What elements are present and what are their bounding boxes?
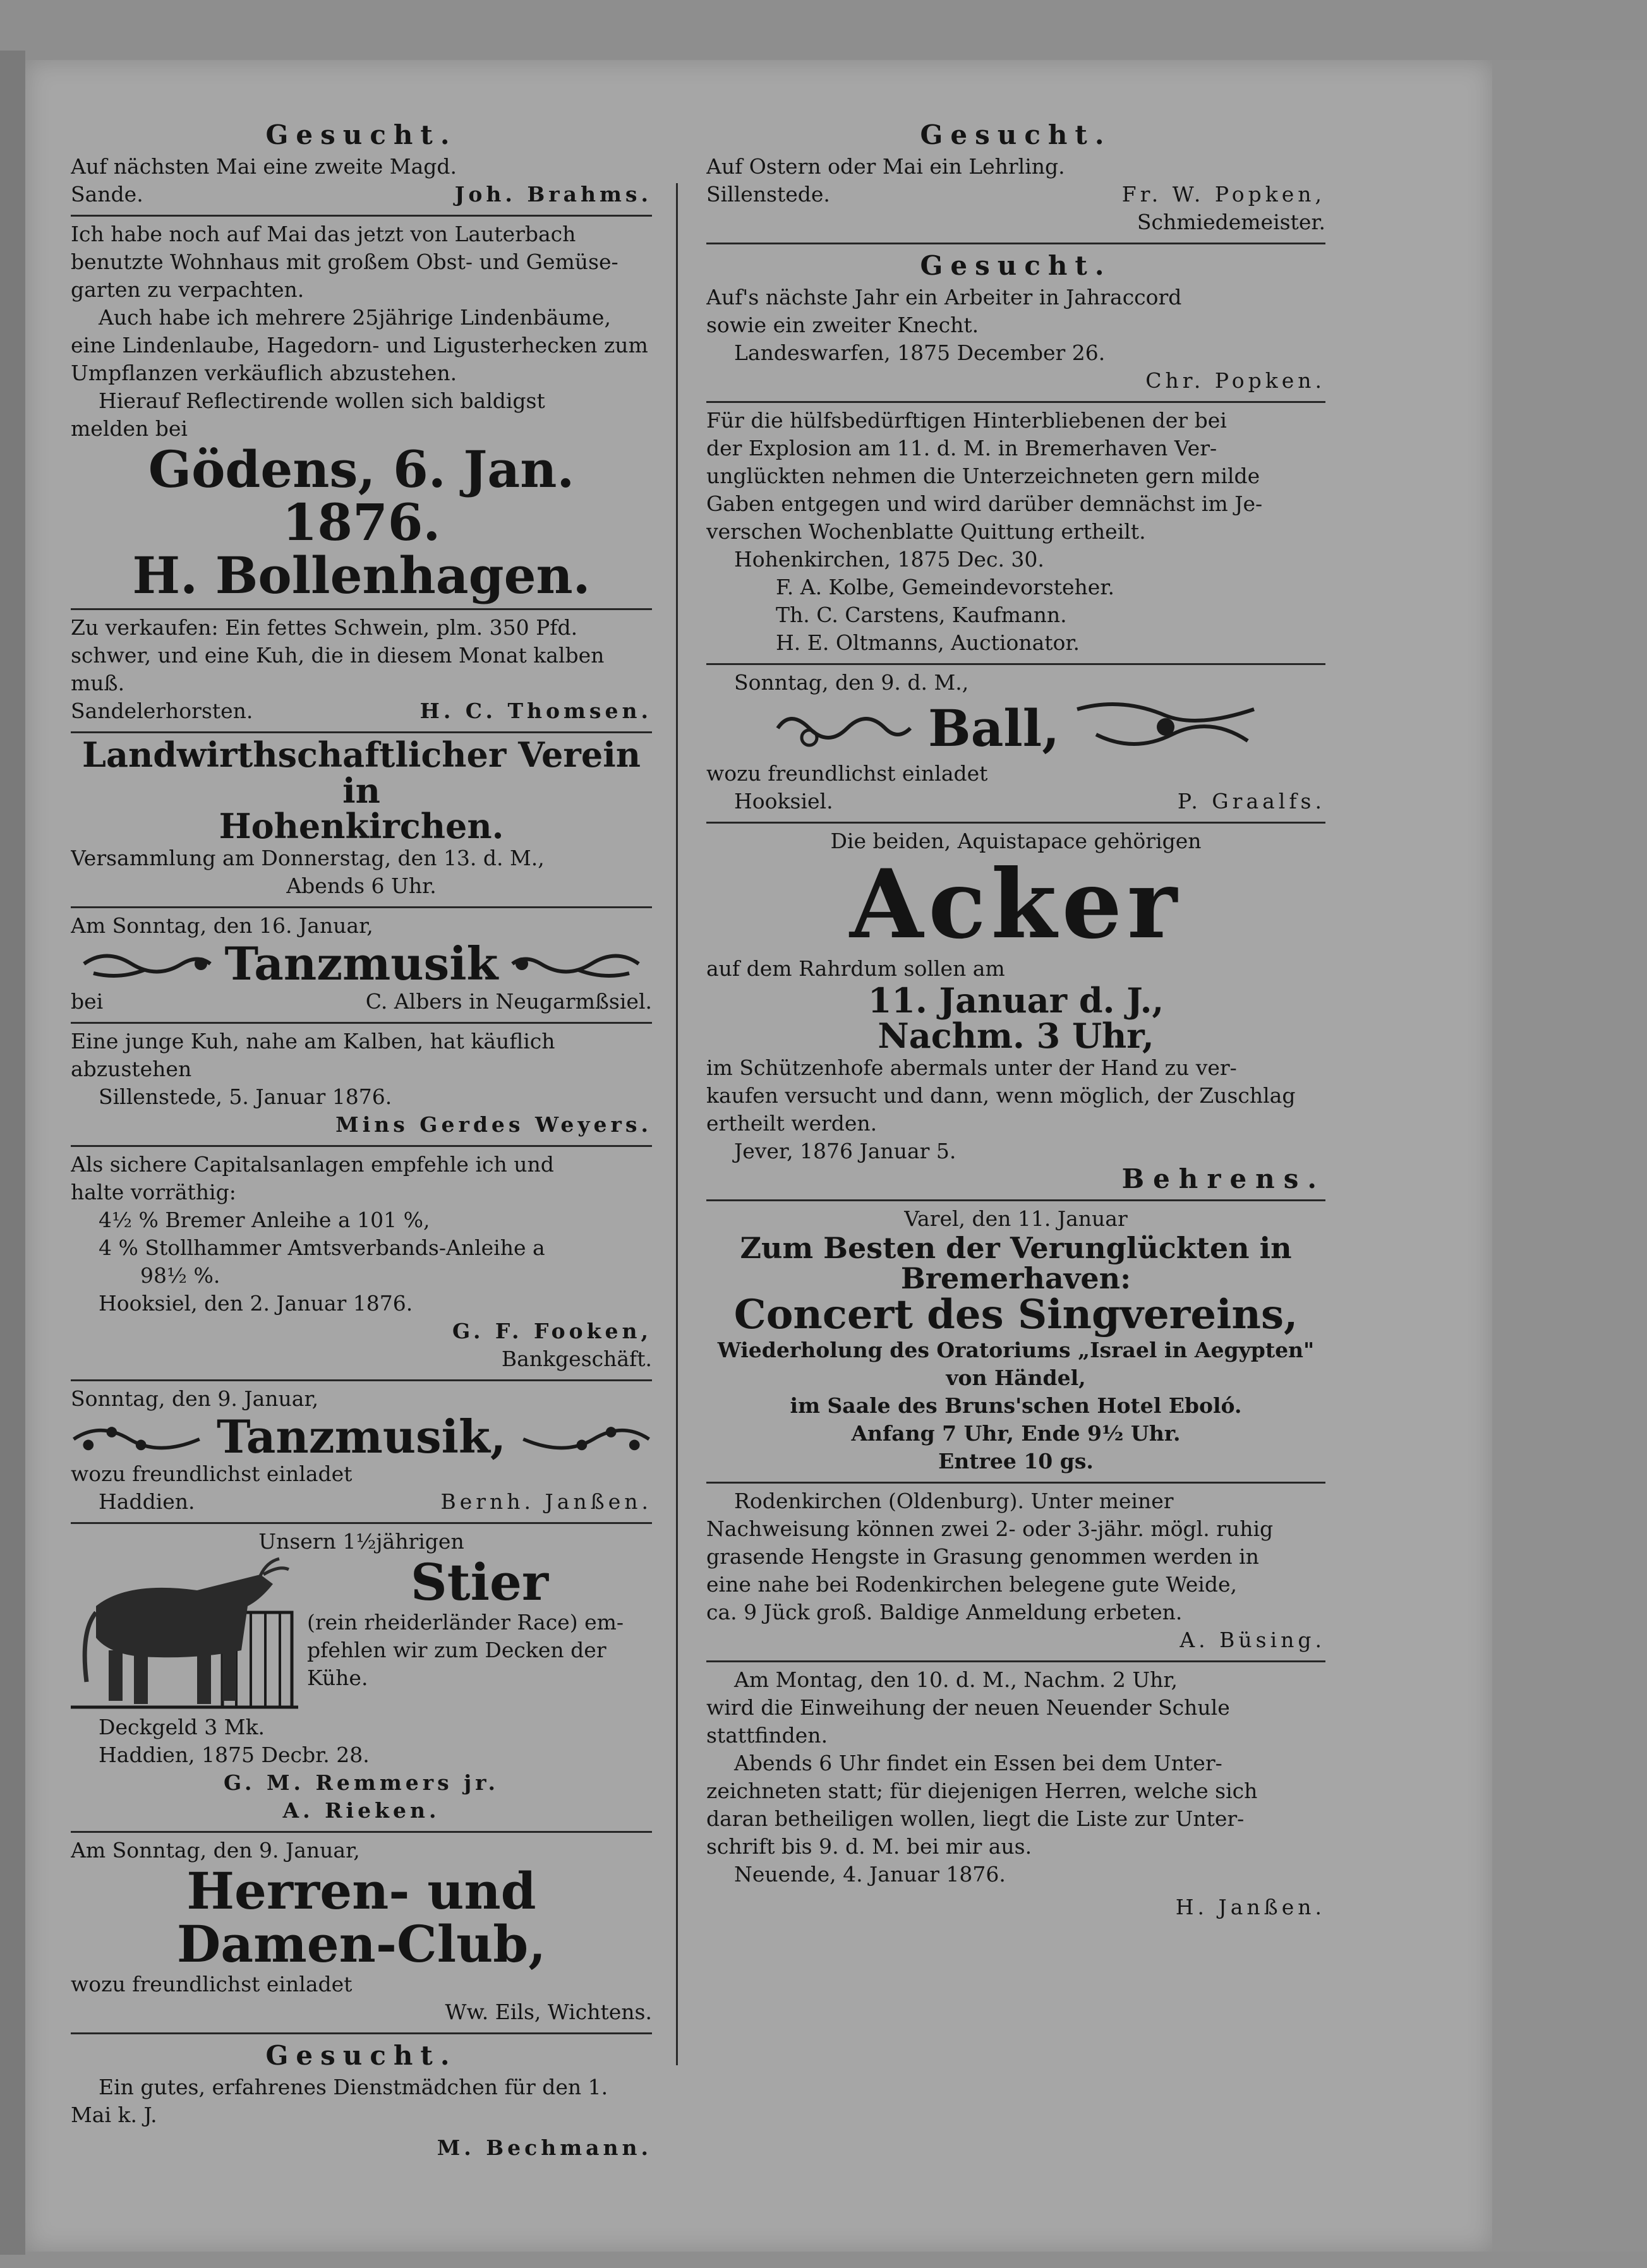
ad-role: Bankgeschäft. [501, 1346, 652, 1371]
left-column [71, 114, 652, 2168]
bull-illustration-icon [71, 1556, 298, 1713]
ad-bold-time: Nachm. 3 Uhr, [878, 1016, 1154, 1057]
ad-text-line: Ein gutes, erfahrenes Dienstmädchen für den 1. [99, 2075, 608, 2100]
ad-text-line: Umpflanzen verkäuflich abzustehen. [71, 361, 457, 385]
ad-signature: H. E. Oltmanns, Auctionator. [776, 630, 1080, 655]
ad-text-line: von Händel, [946, 1365, 1086, 1390]
ad-text-line: Hierauf Reflectirende wollen sich baldigst [99, 388, 545, 413]
ad-text-line: auf dem Rahrdum sollen am [706, 956, 1005, 981]
ad-place: Haddien. [99, 1489, 195, 1515]
ad-text-line: ertheilt werden. [706, 1110, 878, 1136]
ad-text-line: daran betheiligen wollen, liegt die Liste zur Unter- [706, 1806, 1245, 1831]
ad-text-line: ca. 9 Jück groß. Baldige Anmeldung erbeten. [706, 1599, 1183, 1624]
ad-text-line: abzustehen [71, 1056, 192, 1081]
ad-date: Jever, 1876 Januar 5. [734, 1138, 956, 1163]
ad-place: Sande. [71, 182, 143, 207]
ornament-flourish-left-icon [81, 945, 214, 983]
ad-gesucht-dienstmaedchen [71, 2034, 652, 2168]
ad-text-line: Deckgeld 3 Mk. [99, 1715, 265, 1740]
ornament-flower-right-icon [517, 1414, 652, 1458]
ad-text-line: Varel, den 11. Januar [904, 1206, 1128, 1231]
ad-text-line: Wiederholung des Oratoriums „Israel in Aegypten" [717, 1337, 1315, 1362]
ad-date: Hohenkirchen, 1875 Dec. 30. [734, 547, 1044, 572]
ad-text-line: im Schützenhofe abermals unter der Hand zu ver- [706, 1055, 1237, 1080]
ad-text-line: Nachweisung können zwei 2- oder 3-jähr. mögl. ruhig [706, 1516, 1274, 1541]
ad-text-line: wozu freundlichst einladet [706, 761, 988, 786]
ad-item: 98½ %. [140, 1263, 220, 1288]
ad-text-line: wird die Einweihung der neuen Neuender Schule [706, 1695, 1230, 1720]
ad-signature: A. Büsing. [1179, 1627, 1325, 1652]
ad-date: Landeswarfen, 1875 December 26. [734, 340, 1106, 365]
ad-text-line: pfehlen wir zum Decken der [307, 1638, 606, 1663]
ad-text-line: im Saale des Bruns'schen Hotel Eboló. [790, 1393, 1242, 1418]
ad-signature: Th. C. Carstens, Kaufmann. [776, 603, 1067, 627]
ornament-scroll-left-icon [771, 703, 917, 753]
ad-big-heading: H. Bollenhagen. [132, 546, 591, 605]
ad-gesucht-arbeiter [706, 244, 1325, 403]
ad-big-heading: Stier [410, 1552, 549, 1612]
ad-title: Gesucht. [265, 2040, 457, 2072]
ad-text-line: Die beiden, Aquistapace gehörigen [830, 829, 1202, 853]
ad-tanzmusik-albers [71, 908, 652, 1024]
ad-signature: Ww. Eils, Wichtens. [445, 2000, 652, 2025]
ad-schwein-kuh [71, 610, 652, 733]
ad-text-line: Zu verkaufen: Ein fettes Schwein, plm. 350 Pfd. [71, 615, 578, 640]
ad-big-heading: Concert des Singvereins, [733, 1291, 1298, 1339]
ad-role: Schmiedemeister. [1137, 210, 1325, 234]
ad-herren-damen-club [71, 1833, 652, 2034]
ad-text-line: zeichneten statt; für diejenigen Herren, welche sich [706, 1778, 1258, 1803]
ad-big-heading: Herren- und Damen-Club, [176, 1861, 546, 1974]
ad-text-line: wozu freundlichst einladet [71, 1461, 353, 1487]
ad-text-line: halte vorräthig: [71, 1179, 236, 1204]
ad-signature: C. Albers in Neugarmßsiel. [365, 988, 652, 1014]
page-edge-strip [1492, 60, 1647, 2252]
ad-stier [71, 1524, 652, 1833]
ad-text-line: Sonntag, den 9. d. M., [734, 670, 969, 695]
ad-text-line: benutzte Wohnhaus mit großem Obst- und Gemüse- [71, 249, 618, 274]
ad-text-line: eine Lindenlaube, Hagedorn- und Ligusterhecken zum [71, 333, 648, 357]
ad-landwirthschaftlicher-verein [71, 733, 652, 908]
ad-title: Gesucht. [920, 250, 1112, 281]
ad-title: Gesucht. [920, 119, 1112, 150]
ad-text-line: Anfang 7 Uhr, Ende 9½ Uhr. [851, 1420, 1181, 1446]
ad-text-line: Für die hülfsbedürftigen Hinterbliebenen der bei [706, 408, 1227, 433]
ad-text-line: wozu freundlichst einladet [71, 1972, 353, 1997]
ad-text-line: Am Sonntag, den 9. Januar, [71, 1838, 360, 1863]
ad-wohnhaus-verpachten [71, 217, 652, 610]
ad-signature: Mins Gerdes Weyers. [335, 1112, 652, 1137]
ad-text-line: Entree 10 gs. [938, 1448, 1094, 1473]
ad-concert-singverein [706, 1201, 1325, 1484]
ad-text-line: muß. [71, 671, 125, 695]
ad-signature: Bernh. Janßen. [440, 1489, 652, 1515]
ad-text-line: Sonntag, den 9. Januar, [71, 1386, 319, 1411]
ad-big-heading: Landwirthschaftlicher Verein in [82, 735, 641, 811]
ad-text-line: Versammlung am Donnerstag, den 13. d. M., [71, 846, 545, 871]
ad-signature: A. Rieken. [282, 1798, 440, 1823]
ad-gesucht-magd [71, 114, 652, 217]
ad-text-line: schwer, und eine Kuh, die in diesem Monat kalben [71, 643, 605, 668]
ad-place: Hooksiel. [734, 789, 833, 813]
ad-text-line: Kühe. [307, 1665, 368, 1691]
ornament-flower-left-icon [71, 1414, 205, 1458]
ad-big-heading: Tanzmusik, [217, 1409, 506, 1463]
ad-place: Sandelerhorsten. [71, 699, 253, 723]
ad-text-line: kaufen versucht und dann, wenn möglich, der Zuschlag [706, 1083, 1296, 1108]
ad-text-line: Abends 6 Uhr. [286, 873, 437, 899]
ad-text-line: grasende Hengste in Grasung genommen werden in [706, 1544, 1259, 1569]
ad-text-line: unglückten nehmen die Unterzeichneten gern milde [706, 464, 1260, 488]
ad-date: Hooksiel, den 2. Januar 1876. [99, 1290, 413, 1316]
ad-gesucht-lehrling [706, 114, 1325, 244]
ad-signature: Behrens. [1121, 1165, 1325, 1193]
ad-signature: P. Graalfs. [1177, 789, 1325, 813]
ad-text-line: sowie ein zweiter Knecht. [706, 313, 979, 337]
ad-text-line: Auf's nächste Jahr ein Arbeiter in Jahraccord [706, 285, 1182, 309]
ad-text-line: der Explosion am 11. d. M. in Bremerhaven Ver- [706, 436, 1217, 460]
ad-text-line: Unsern 1½jährigen [258, 1529, 464, 1554]
ad-signature: G. M. Remmers jr. [224, 1770, 499, 1796]
ad-text-line: Mai k. J. [71, 2103, 157, 2128]
ad-schule-einweihung [706, 1662, 1325, 1928]
ad-text-line: Rodenkirchen (Oldenburg). Unter meiner [734, 1488, 1174, 1513]
right-column [706, 114, 1325, 1928]
ad-text-line: eine nahe bei Rodenkirchen belegene gute Weide, [706, 1571, 1237, 1597]
ad-big-heading: Ball, [927, 699, 1060, 758]
ad-text-line: Als sichere Capitalsanlagen empfehle ich und [71, 1151, 554, 1177]
ad-text-line: Auch habe ich mehrere 25jährige Lindenbäume, [99, 305, 611, 330]
ad-hinterbliebenen-bremerhaven [706, 403, 1325, 665]
ad-heading: Zum Besten der Verunglückten in [740, 1230, 1292, 1265]
ornament-scroll-right-icon [1071, 697, 1260, 760]
ad-text-line: Gaben entgegen und wird darüber demnächst im Je- [706, 491, 1263, 516]
ad-item: 4½ % Bremer Anleihe a 101 %, [99, 1207, 430, 1232]
ad-text-line: Auf Ostern oder Mai ein Lehrling. [706, 154, 1065, 179]
ornament-flourish-right-icon [509, 945, 642, 983]
ad-text-line: Eine junge Kuh, nahe am Kalben, hat käuflich [71, 1028, 555, 1053]
ad-signature: G. F. Fooken, [452, 1318, 652, 1343]
ad-signature: Chr. Popken. [1145, 368, 1325, 393]
ad-ball-hooksiel [706, 665, 1325, 824]
ad-date: Haddien, 1875 Decbr. 28. [99, 1743, 370, 1768]
ad-signature: F. A. Kolbe, Gemeindevorsteher. [776, 575, 1114, 599]
ad-capitalsanlagen [71, 1147, 652, 1381]
ad-text-line: (rein rheiderländer Race) em- [307, 1610, 624, 1635]
ad-bold-date: 11. Januar d. J., [867, 980, 1164, 1021]
ad-place: Sillenstede. [706, 182, 830, 207]
column-rule [676, 183, 678, 2065]
ad-text: bei [71, 988, 104, 1014]
ad-text: Auf nächsten Mai eine zweite Magd. [71, 154, 457, 179]
ad-text-line: schrift bis 9. d. M. bei mir aus. [706, 1833, 1032, 1859]
ad-signature: Fr. W. Popken, [1121, 182, 1325, 207]
ad-big-heading: Tanzmusik [224, 937, 498, 991]
ad-heading: Bremerhaven: [900, 1261, 1131, 1296]
ad-text-line: Am Montag, den 10. d. M., Nachm. 2 Uhr, [734, 1667, 1178, 1692]
ad-text-line: stattfinden. [706, 1722, 828, 1748]
ad-hengste-grasung [706, 1484, 1325, 1662]
ad-big-heading: Gödens, 6. Jan. 1876. [148, 440, 575, 552]
previous-page-edge [0, 51, 25, 2255]
ad-date: Sillenstede, 5. Januar 1876. [99, 1084, 392, 1109]
ad-big-heading: Acker [849, 849, 1183, 960]
ad-text-line: Ich habe noch auf Mai das jetzt von Lauterbach [71, 222, 576, 246]
ad-big-heading: Hohenkirchen. [219, 806, 504, 847]
ad-text-line: garten zu verpachten. [71, 277, 305, 302]
ad-signature: H. C. Thomsen. [419, 699, 652, 723]
ad-tanzmusik-haddien [71, 1381, 652, 1525]
ad-acker-verkauf [706, 824, 1325, 1201]
ad-item: 4 % Stollhammer Amtsverbands-Anleihe a [99, 1235, 545, 1260]
ad-text-line: melden bei [71, 416, 188, 441]
ad-title: Gesucht. [265, 119, 457, 150]
ad-date: Neuende, 4. Januar 1876. [734, 1861, 1006, 1887]
ad-text-line: Abends 6 Uhr findet ein Essen bei dem Unter- [734, 1750, 1222, 1775]
ad-junge-kuh [71, 1024, 652, 1147]
ad-signature: Joh. Brahms. [454, 182, 652, 207]
ad-text-line: verschen Wochenblatte Quittung ertheilt. [706, 519, 1146, 544]
ad-text-line: Am Sonntag, den 16. Januar, [71, 913, 373, 939]
ad-signature: M. Bechmann. [437, 2135, 652, 2161]
ad-signature: H. Janßen. [1175, 1894, 1325, 1919]
